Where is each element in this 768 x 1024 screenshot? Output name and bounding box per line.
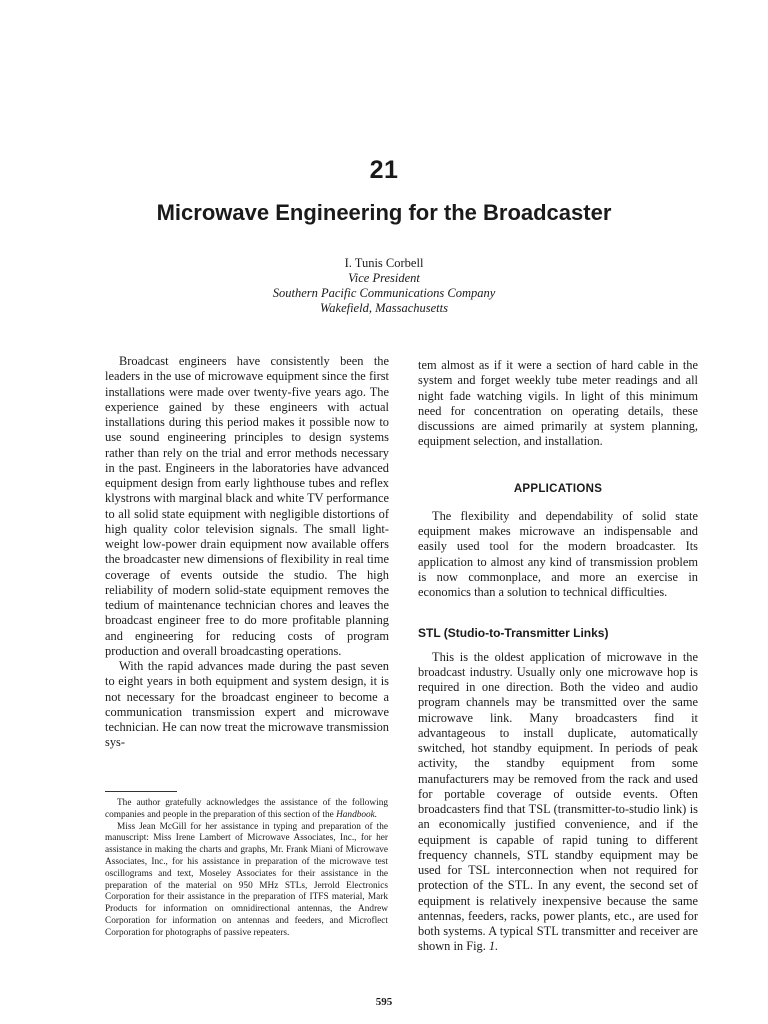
author-company: Southern Pacific Communications Company <box>272 286 496 300</box>
body-text: This is the oldest application of microwave in the broadcast industry. Usually only one microwave hop is required in one direction. Both the video and audio program channels may be transmitted over the same microwave link. Many broadcasters find it advantageous to install duplicate, automatically switched, hot standby equipment. In periods of peak activity, the standby equipment from some manufacturers may be removed from the rack and used for portable coverage of outside events. Often broadcasters find that TSL (transmitter-to-studio link) is an economically justified convenience, and if the equipment is capable of rapid tuning to different frequency channels, STL standby equipment may be used for TSL interconnection when not required for protection of the STL. In any event, the second set of equipment is relatively inexpensive because the same antennas, feeders, racks, power plants, etc., are used for both systems. A typical STL transmitter and receiver are shown in Fig. <box>418 649 698 954</box>
footnote <box>105 798 388 940</box>
left-column <box>105 354 389 751</box>
author-role: Vice President <box>348 271 420 285</box>
body-paragraph <box>418 650 698 955</box>
figure-reference: 1. <box>488 939 499 954</box>
section-heading-stl: STL (Studio-to-Transmitter Links) <box>418 626 609 641</box>
footnote-italic: Handbook. <box>336 809 378 820</box>
footnote-rule <box>105 791 177 792</box>
author-location: Wakefield, Massachusetts <box>320 301 448 315</box>
body-paragraph: tem almost as if it were a section of hard cable in the system and forget weekly tube meter readings and all night fade watching vigils. In light of this minimum need for concentration on operating details, these discussions are aimed primarily at system planning, equipment selection, and installation. <box>418 358 698 449</box>
section-heading-applications: APPLICATIONS <box>513 482 603 495</box>
page-number: 595 <box>375 996 393 1008</box>
footnote-paragraph: Miss Jean McGill for her assistance in typing and preparation of the manuscript: Miss Irene Lambert of Microwave Associates, Inc., for her assistance in making the charts and graphs, Mr. Frank Miani of Microwave Associates, Inc., for his assistance in preparation of the microwave test oscillograms and text, Moseley Associates for their assistance in the preparation of the material on 950 MHz STLs, Jerrold Electronics Corporation for their assistance in the preparation of ITFS material, Mark Products for information on omnidirectional antennas, the Andrew Corporation for information on antennas and feeders, and Microflect Corporation for photographs of passive repeaters. <box>105 821 388 938</box>
footnote-paragraph <box>105 798 388 822</box>
footnote-text: The author gratefully acknowledges the assistance of the following companies and people in the preparation of this section of the <box>105 798 388 820</box>
body-paragraph: The flexibility and dependability of solid state equipment makes microwave an indispensable and easily used tool for the modern broadcaster. Its application to almost any kind of transmission problem is now commonplace, and more an exercise in economics than a solution to technical difficulties. <box>418 508 698 599</box>
byline <box>0 256 768 316</box>
body-paragraph: Broadcast engineers have consistently been the leaders in the use of microwave equipment since the first installations were made over twenty-five years ago. The experience gained by these engineers with actual installations during this period makes it possible now to use sound engineering principles to design systems rather than rely on the trial and error methods necessary in the past. Engineers in the laboratories have advanced equipment design from early lighthouse tubes and reflex klystrons with marginal black and white TV performance to all solid state equipment with negligible distortions of high quality color television signals. The small light-weight low-power drain equipment now available offers the broadcaster new dimensions of flexibility in real time coverage of events outside the studio. The high reliability of modern solid-state equipment removes the tedium of maintenance technician chores and leaves the broadcast engineer free to do more profitable planning and engineering for reducing costs of program production and overall broadcasting operations. <box>105 354 389 658</box>
right-column <box>418 358 698 955</box>
author-name: I. Tunis Corbell <box>344 256 424 270</box>
body-paragraph: With the rapid advances made during the past seven to eight years in both equipment and system design, it is not necessary for the broadcast engineer to become a communication transmission expert and microwave technician. He can now treat the microwave transmission sys- <box>105 659 389 750</box>
chapter-number: 21 <box>369 156 399 184</box>
chapter-title: Microwave Engineering for the Broadcaster <box>156 200 612 225</box>
